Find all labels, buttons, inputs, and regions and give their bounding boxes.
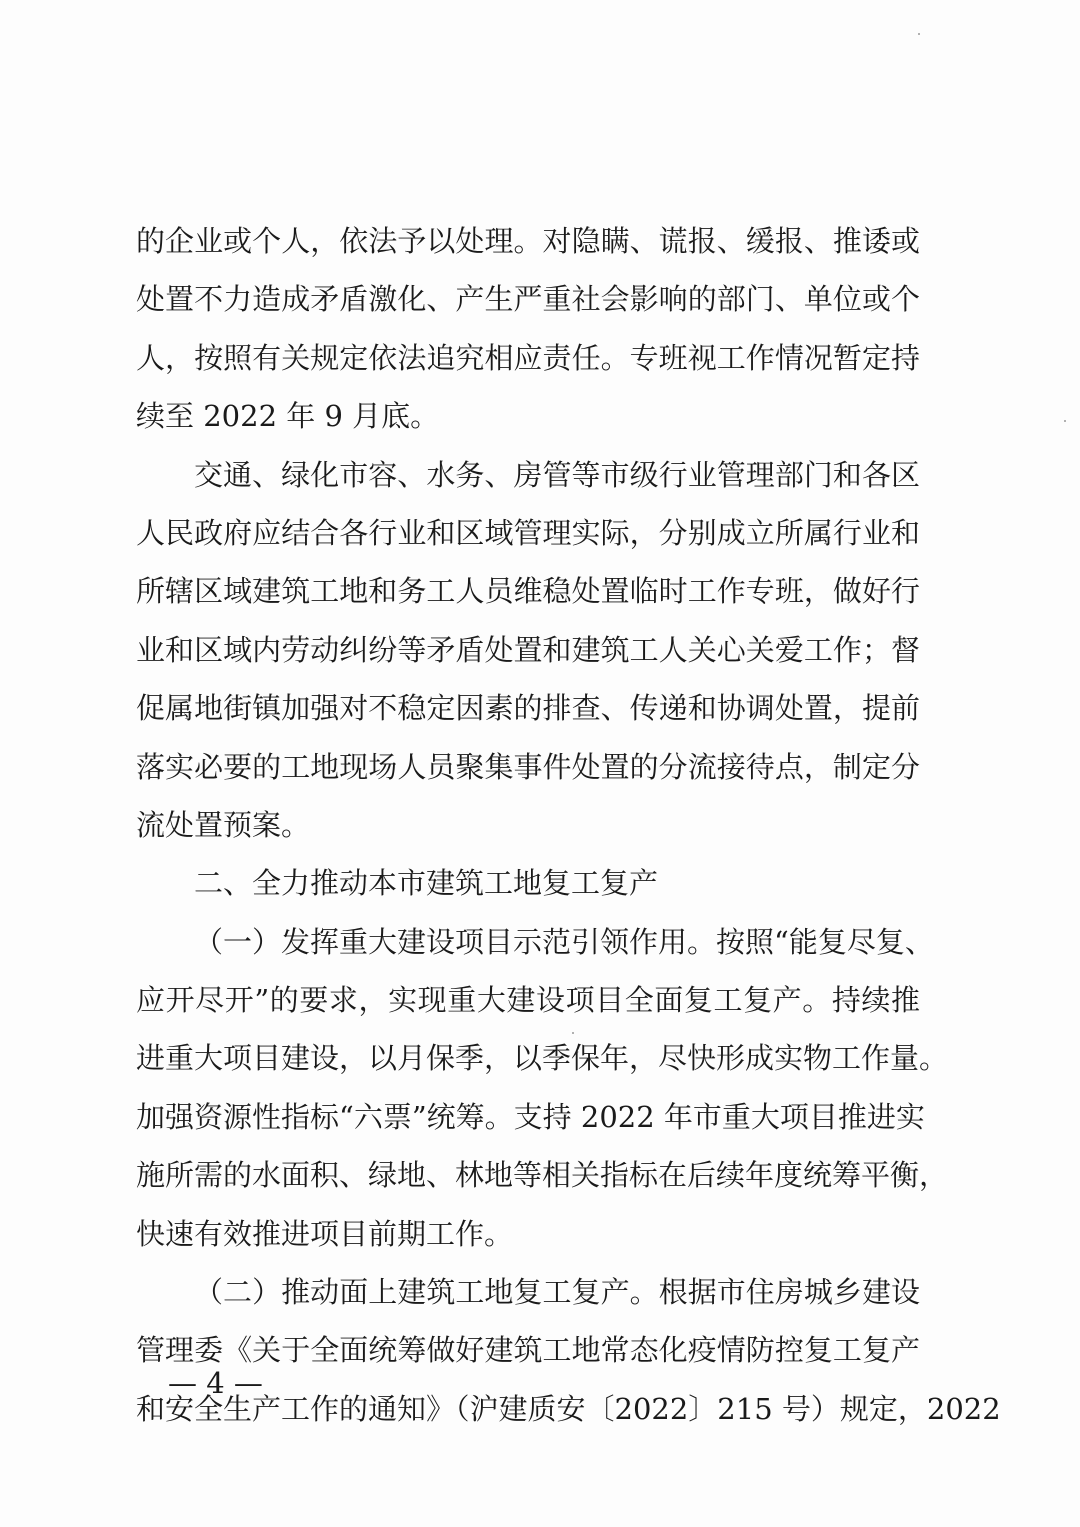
paragraph-line: （一）发挥重大建设项目示范引领作用。按照“能复尽复、 (194, 924, 934, 959)
paragraph-line: 所辖区域建筑工地和务工人员维稳处置临时工作专班，做好行 (136, 574, 920, 609)
paragraph-line: 加强资源性指标“六票”统筹。支持 2022 年市重大项目推进实 (136, 1099, 925, 1134)
paragraph-line: 进重大项目建设，以月保季，以季保年，尽快形成实物工作量。 (136, 1041, 949, 1076)
paragraph-line: 应开尽开”的要求，实现重大建设项目全面复工复产。持续推 (136, 983, 920, 1018)
paragraph-line: 人民政府应结合各行业和区域管理实际，分别成立所属行业和 (136, 515, 920, 550)
paragraph-line: 促属地街镇加强对不稳定因素的排查、传递和协调处置，提前 (136, 691, 920, 726)
paragraph-line: 流处置预案。 (136, 807, 311, 842)
paragraph-line: 管理委《关于全面统筹做好建筑工地常态化疫情防控复工复产 (136, 1333, 920, 1368)
paragraph-line: 交通、绿化市容、水务、房管等市级行业管理部门和各区 (194, 457, 920, 492)
section-heading: 二、全力推动本市建筑工地复工复产 (194, 866, 659, 901)
scan-speck (918, 33, 920, 35)
paragraph-line: 的企业或个人，依法予以处理。对隐瞒、谎报、缓报、推诿或 (136, 224, 920, 258)
paragraph-line: 续至 2022 年 9 月底。 (136, 399, 440, 434)
paragraph-line: 人，按照有关规定依法追究相应责任。专班视工作情况暂定持 (136, 340, 920, 375)
paragraph-line: 处置不力造成矛盾激化、产生严重社会影响的部门、单位或个 (136, 282, 920, 317)
page-number: — 4 — (168, 1366, 263, 1400)
paragraph-line: 和安全生产工作的通知》（沪建质安〔2022〕215 号）规定，2022 (136, 1391, 1001, 1426)
paragraph-line: 业和区域内劳动纠纷等矛盾处置和建筑工人关心关爱工作；督 (136, 632, 920, 667)
paragraph-line: 施所需的水面积、绿地、林地等相关指标在后续年度统筹平衡， (136, 1158, 949, 1193)
scan-speck (1064, 420, 1066, 422)
scan-speck (572, 1032, 574, 1034)
paragraph-line: 落实必要的工地现场人员聚集事件处置的分流接待点，制定分 (136, 749, 920, 784)
document-body (136, 212, 1001, 1438)
paragraph-line: （二）推动面上建筑工地复工复产。根据市住房城乡建设 (194, 1275, 920, 1310)
paragraph-line: 快速有效推进项目前期工作。 (136, 1216, 514, 1251)
